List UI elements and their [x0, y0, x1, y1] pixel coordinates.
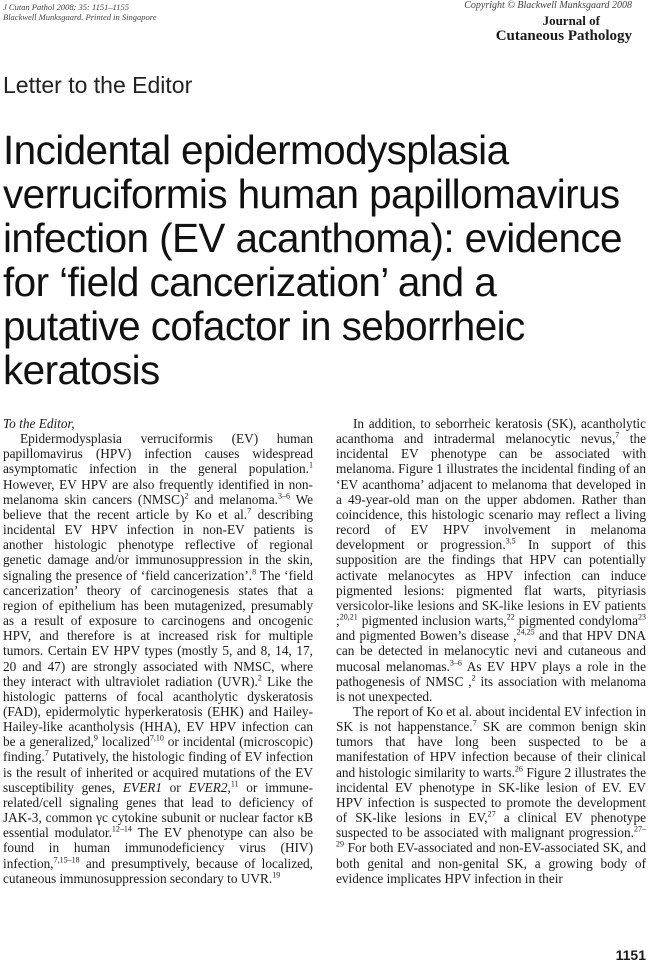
article-title: Incidental epidermodysplasia verruciformis human papillomavirus infection (EV acanthoma): evidence for ‘field cancerization’ and a putative cofactor in seborrheic keratosis: [3, 127, 622, 393]
text-run: We believe that the recent article by Ko et al.: [3, 491, 313, 522]
citation-ref: 1: [309, 461, 313, 471]
text-run: localized: [97, 734, 150, 750]
text-run: and that HPV DNA can be detected in melanocytic nevi and cutaneous and mucosal melanomas.: [336, 628, 646, 674]
text-run: Epidermodysplasia verruciformis (EV) human papillomavirus (HPV) infection causes widespread asymptomatic infection in the general population.: [3, 431, 313, 477]
text-run: For both EV-associated and non-EV-associated SK, and both genital and non-genital SK, a growing body of evidence implicates HPV infection in their: [336, 840, 646, 886]
citation-ref: 2: [184, 491, 189, 501]
citation-ref: 7: [615, 430, 620, 440]
text-run: However, EV HPV are also frequently identified in non-melanoma skin cancers (NMSC): [3, 476, 313, 507]
journal-citation: J Cutan Pathol 2008: 35: 1151–1155: [3, 2, 129, 12]
text-run: The ‘field cancerization’ theory of carcinogenesis states that a region of epithelium has been mutagenized, presumably as a result of exposure to carcinogens and oncogenic HPV, and therefore is at increased risk for multiple tumors. Certain EV HPV types (mostly 5, and 8, 14, 17, 20 and 47) are strongly associated with NMSC, where they interact with ultraviolet radiation (UVR).: [3, 567, 313, 689]
citation-ref: 12–14: [111, 824, 132, 834]
section-label: Letter to the Editor: [3, 72, 193, 98]
text-run: SK are common benign skin tumors that have long been suspected to be a manifestation of HPV infection because of their clinical and histologic similarity to warts.: [336, 719, 646, 780]
citation-ref: 7: [44, 749, 49, 759]
text-run: ,: [227, 779, 231, 795]
text-run: describing incidental EV HPV infection in non-EV patients is another histologic phenotype reflective of regional genetic damage and/or immunosuppression in the skin, signaling the presence of ‘field cancerization’.: [3, 506, 313, 583]
text-run: pigmented condyloma: [514, 613, 638, 629]
citation-ref: 3–6: [449, 658, 462, 668]
body-paragraph: [336, 704, 646, 886]
text-run: Putatively, the histologic finding of EV infection is the result of inherited or acquired mutations of the EV susceptibility genes,: [3, 749, 313, 795]
citation-ref: 8: [252, 567, 257, 577]
text-run: a clinical EV phenotype suspected to be associated with malignant progression.: [336, 810, 646, 841]
journal-name-line2: Cutaneous Pathology: [495, 28, 632, 44]
citation-ref: 3–6: [278, 491, 290, 501]
text-run: and presumptively, because of localized, cutaneous immunosuppression secondary to UVR.: [3, 855, 313, 886]
text-run: and pigmented Bowen’s disease ,: [336, 628, 517, 644]
text-run: its association with melanoma is not unexpected.: [336, 673, 647, 704]
journal-masthead: [464, 0, 632, 45]
page-number: 1151: [615, 947, 646, 963]
citation-ref: 22: [506, 612, 515, 622]
text-run: Figure 2 illustrates the incidental EV phenotype in SK-like lesion of EV. EV HPV infection is suspected to promote the development of SK-like lesions in EV,: [336, 764, 646, 826]
text-run: Like the histologic patterns of focal acantholytic dyskeratosis (FAD), epidermolytic hyperkeratosis (EHK) and Hailey-Hailey-like acantholysis (HHA), EV HPV infection can be a generalized,: [3, 673, 313, 750]
text-run: As EV HPV plays a role in the pathogenesis of NMSC ,: [336, 658, 646, 689]
text-run: or: [161, 779, 189, 795]
citation-ref: 7,15–18: [53, 855, 80, 865]
body-paragraph: [3, 431, 313, 886]
citation-ref: 7: [247, 506, 252, 516]
text-run: The EV phenotype can also be found in human immunodeficiency virus (HIV) infection,: [3, 825, 313, 871]
text-run: the incidental EV phenotype can be associated with melanoma. Figure 1 illustrates the incidental finding of an ‘EV acanthoma’ adjacent to melanoma that developed in a 49-year-old man on the upper abdomen. Rather than coincidence, this histologic scenario may reflect a living record of EV HPV involvement in melanoma development or progression.: [336, 431, 646, 553]
citation-ref: 9: [93, 733, 98, 743]
citation-ref: 26: [514, 764, 523, 774]
journal-name-line1: Journal of: [542, 13, 600, 28]
citation-ref: 7,10: [149, 733, 164, 743]
citation-ref: 3,5: [505, 536, 516, 546]
gene-name: EVER2: [188, 779, 228, 795]
publisher-line: Blackwell Munksgaard. Printed in Singapore: [3, 12, 157, 22]
citation-ref: 27–29: [336, 824, 646, 849]
citation-ref: 7: [472, 718, 477, 728]
text-run: or immune-related/cell signaling genes that lead to deficiency of JAK-3, common γc cytokine subunit or nuclear factor κB essential modulator.: [3, 779, 313, 841]
text-run: In support of this supposition are the findings that HPV can potentially activate melanocytes as HPV infection can induce pigmented lesions: pigmented flat warts, pityriasis versicolor-like lesions and SK-like lesions in EV patients ;: [336, 537, 646, 629]
text-run: The report of Ko et al. about incidental EV infection in SK is not happenstance.: [336, 703, 646, 735]
body-paragraph: [336, 416, 646, 704]
text-run: In addition, to seborrheic keratosis (SK), acantholytic acanthoma and intradermal melanocytic nevus,: [336, 416, 646, 447]
salutation: To the Editor,: [3, 416, 75, 431]
citation-ref: 23: [638, 612, 646, 622]
citation-ref: 11: [230, 779, 239, 789]
left-column: [3, 416, 313, 886]
gene-name: EVER1: [122, 779, 162, 795]
citation-ref: 20,21: [339, 612, 358, 622]
text-run: pigmented inclusion warts,: [357, 613, 507, 629]
citation-block: [3, 2, 157, 22]
right-column: [336, 416, 646, 886]
text-run: or incidental (microscopic) finding.: [3, 734, 313, 765]
citation-ref: 2: [471, 673, 476, 683]
text-run: and melanoma.: [188, 491, 278, 507]
citation-ref: 19: [272, 870, 281, 880]
citation-ref: 27: [487, 809, 496, 819]
citation-ref: 24,25: [516, 627, 535, 637]
copyright-line: Copyright © Blackwell Munksgaard 2008: [464, 0, 632, 11]
citation-ref: 2: [257, 673, 262, 683]
